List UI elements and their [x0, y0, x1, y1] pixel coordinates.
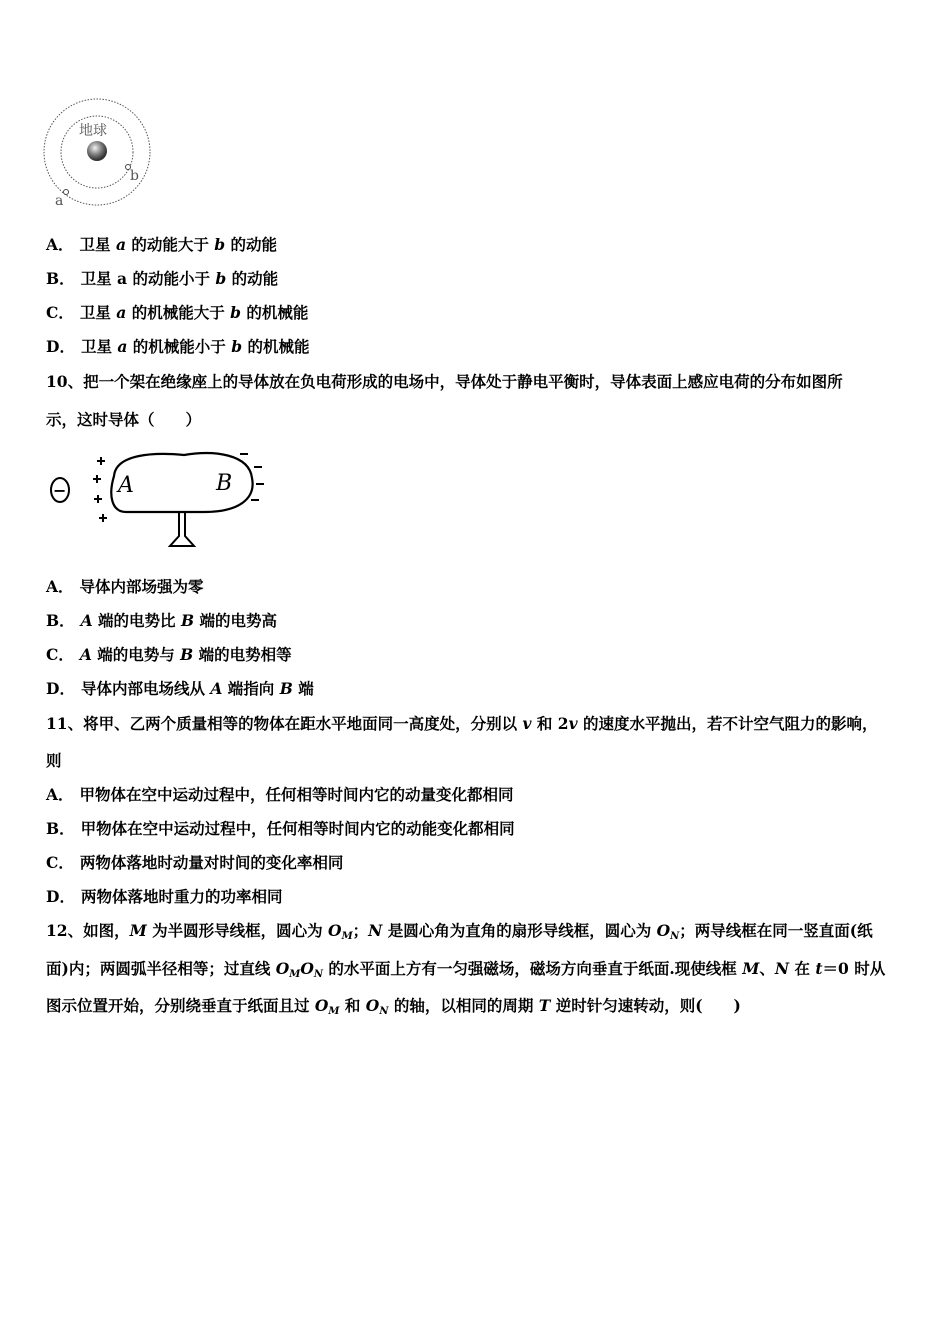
satellite-a — [64, 190, 69, 195]
insulating-stand — [170, 512, 194, 546]
orbit-a-label: a — [55, 193, 64, 209]
q11-option-a: A． 甲物体在空中运动过程中，任何相等时间内它的动量变化都相同 — [46, 785, 514, 804]
q10-option-d: D． 导体内部电场线从 A 端指向 B 端 — [46, 679, 314, 698]
q10-stem-line2: 示，这时导体（ ） — [46, 410, 202, 429]
q10-option-b: B． A 端的电势比 B 端的电势高 — [46, 611, 277, 630]
satellite-orbit-figure — [40, 96, 160, 212]
positive-induced-charges — [93, 457, 107, 522]
end-a-label: A — [118, 473, 134, 498]
q10-stem-line1: 10、把一个架在绝缘座上的导体放在负电荷形成的电场中，导体处于静电平衡时，导体表面上感应电荷的分布如图所 — [46, 372, 843, 391]
q12-stem-line3: 图示位置开始，分别绕垂直于纸面且过 $O_M$ 和 $O_N$ 的轴，以相同的周期 T 逆时针匀速转动，则( ) — [46, 996, 741, 1017]
q9-option-c: C． 卫星 a 的机械能大于 b 的机械能 — [46, 303, 309, 322]
earth-icon — [87, 141, 107, 161]
q9-option-d: D． 卫星 a 的机械能小于 b 的机械能 — [46, 337, 310, 356]
q11-option-b: B． 甲物体在空中运动过程中，任何相等时间内它的动能变化都相同 — [46, 819, 515, 838]
q12-stem-line1: 12、如图，M 为半圆形导线框，圆心为 $O_M$；N 是圆心角为直角的扇形导线框，圆心为 $O_N$；两导线框在同一竖直面(纸 — [46, 921, 873, 942]
q10-option-c: C． A 端的电势与 B 端的电势相等 — [46, 645, 292, 664]
orbit-b-label: b — [130, 168, 139, 184]
q11-option-c: C． 两物体落地时动量对时间的变化率相同 — [46, 853, 344, 872]
q10-option-a: A． 导体内部场强为零 — [46, 577, 204, 596]
q11-stem-line1: 11、将甲、乙两个质量相等的物体在距水平地面同一高度处，分别以 v 和 2v 的速度水平抛出，若不计空气阻力的影响， — [46, 714, 878, 733]
q12-stem-line2: 面)内；两圆弧半径相等；过直线 $O_MO_N$ 的水平面上方有一匀强磁场，磁场方向垂直于纸面.现使线框 M、N 在 t＝0 时从 — [46, 959, 886, 980]
q9-option-a: A． 卫星 a 的动能大于 b 的动能 — [46, 235, 278, 254]
source-charge-sign: − — [53, 481, 67, 500]
end-b-label: B — [216, 471, 233, 496]
conductor-figure — [44, 446, 274, 554]
q9-option-b: B． 卫星 a 的动能小于 b 的动能 — [46, 269, 279, 288]
earth-label: 地球 — [79, 123, 107, 139]
q11-stem-line2: 则 — [46, 751, 62, 770]
q11-option-d: D． 两物体落地时重力的功率相同 — [46, 887, 283, 906]
